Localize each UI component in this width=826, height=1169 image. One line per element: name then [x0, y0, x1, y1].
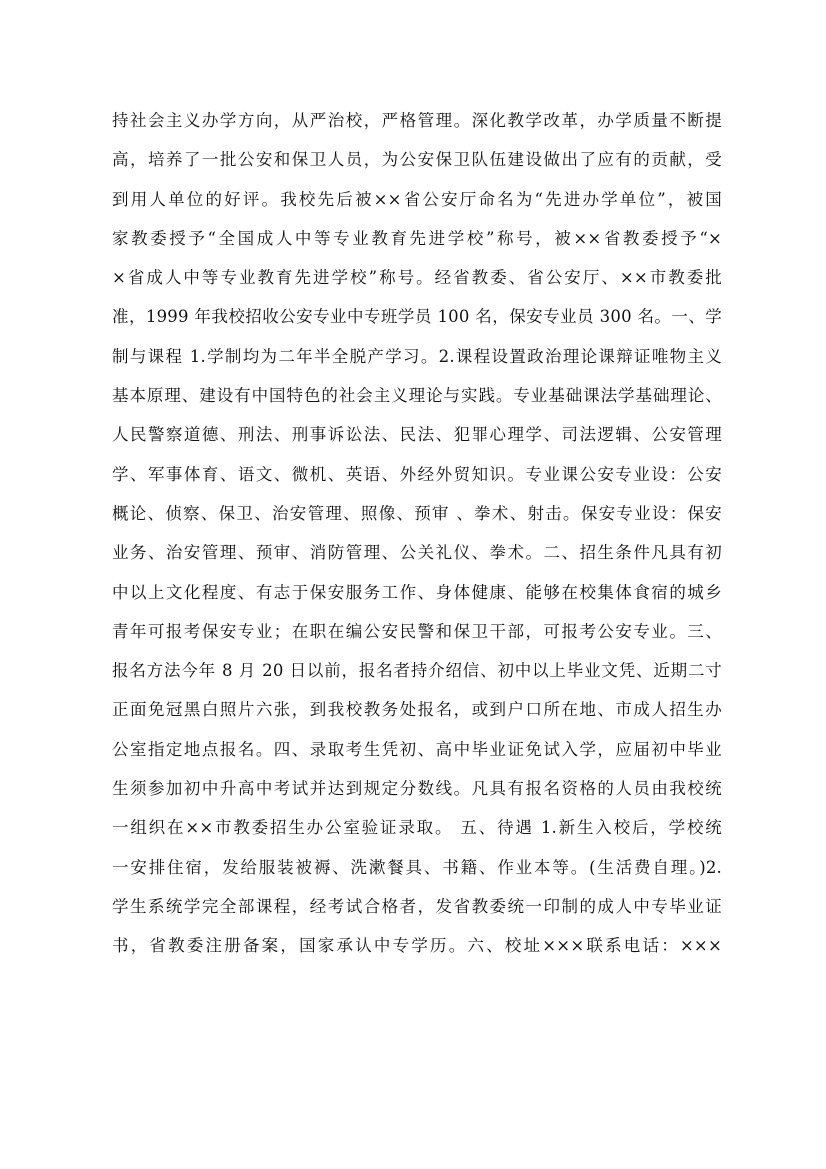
text-line: 正面免冠黑白照片六张，到我校教务处报名，或到户口所在地、市成人招生办	[112, 700, 722, 720]
text-line: 公室指定地点报名。四、录取考生凭初、高中毕业证免试入学，应届初中毕业	[112, 739, 722, 759]
body-paragraph	[112, 101, 722, 966]
text-line: 一安排住宿，发给服装被褥、洗漱餐具、书籍、作业本等。(生活费自理。)2.	[112, 857, 722, 877]
text-line: 学生系统学完全部课程，经考试合格者，发省教委统一印制的成人中专毕业证	[112, 896, 722, 916]
text-line: 报名方法今年 8 月 20 日以前，报名者持介绍信、初中以上毕业文凭、近期二寸	[112, 661, 722, 681]
text-line: ×省成人中等专业教育先进学校”称号。经省教委、省公安厅、××市教委批	[112, 268, 722, 288]
text-line: 青年可报考保安专业；在职在编公安民警和保卫干部，可报考公安专业。三、	[112, 621, 722, 641]
text-line: 制与课程 1.学制均为二年半全脱产学习。2.课程设置政治理论课辩证唯物主义	[112, 346, 722, 366]
text-line: 持社会主义办学方向，从严治校，严格管理。深化教学改革，办学质量不断提	[112, 111, 722, 130]
text-line: 业务、治安管理、预审、消防管理、公关礼仪、拳术。二、招生条件凡具有初	[112, 543, 722, 563]
text-line: 生须参加初中升高中考试并达到规定分数线。凡具有报名资格的人员由我校统	[112, 779, 722, 799]
text-line: 人民警察道德、刑法、刑事诉讼法、民法、犯罪心理学、司法逻辑、公安管理	[112, 425, 722, 445]
text-line: 学、军事体育、语文、微机、英语、外经外贸知识。专业课公安专业设：公安	[112, 464, 722, 484]
text-line: 家教委授予“全国成人中等专业教育先进学校”称号，被××省教委授予“×	[112, 228, 722, 248]
text-line: 高，培养了一批公安和保卫人员，为公安保卫队伍建设做出了应有的贡献，受	[112, 150, 722, 170]
text-line: 概论、侦察、保卫、治安管理、照像、预审 、拳术、射击。保安专业设：保安	[112, 503, 722, 523]
text-line: 准，1999 年我校招收公安专业中专班学员 100 名，保安专业员 300 名。一、学	[112, 307, 722, 327]
text-line: 一组织在××市教委招生办公室验证录取。 五、待遇 1.新生入校后，学校统	[112, 818, 722, 838]
text-line: 基本原理、建设有中国特色的社会主义理论与实践。专业基础课法学基础理论、	[112, 386, 722, 406]
text-line: 书，省教委注册备案，国家承认中专学历。六、校址×××联系电话：×××	[112, 936, 722, 956]
text-line: 到用人单位的好评。我校先后被××省公安厅命名为“先进办学单位”，被国	[112, 189, 722, 209]
text-line: 中以上文化程度、有志于保安服务工作、身体健康、能够在校集体食宿的城乡	[112, 582, 722, 602]
